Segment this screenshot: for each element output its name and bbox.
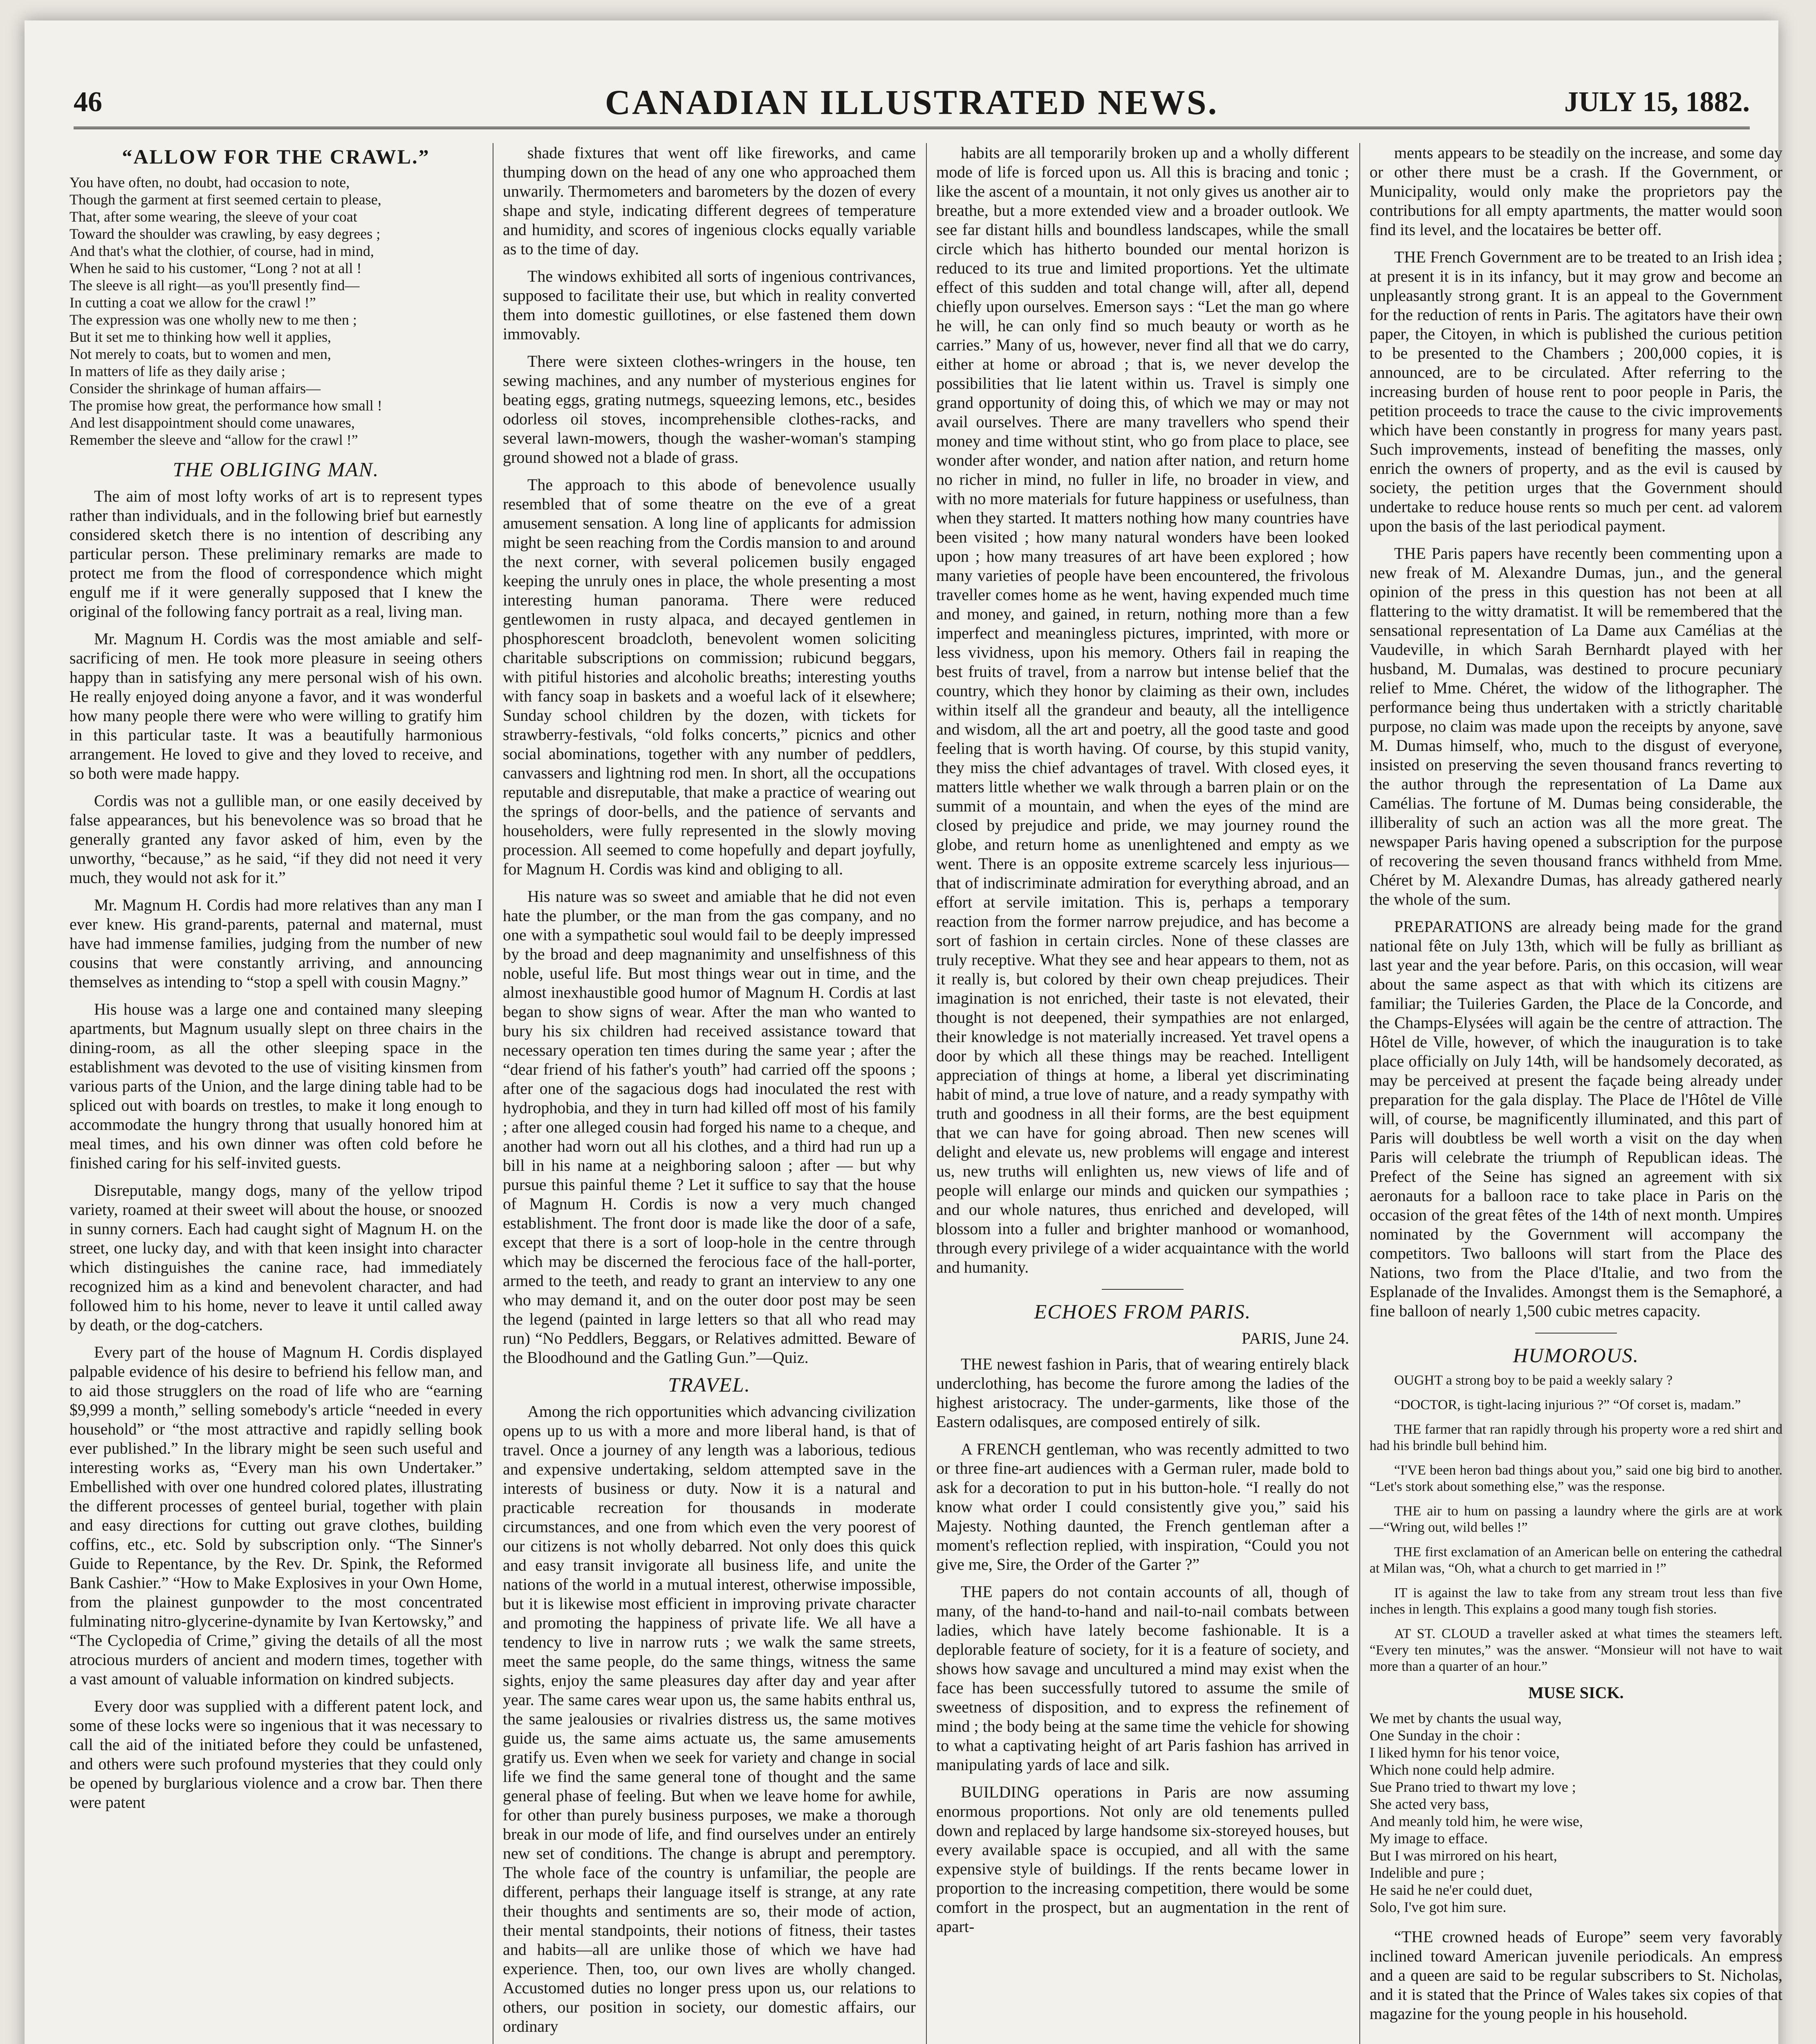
poem-line: Sue Prano tried to thwart my love ; — [1370, 1779, 1576, 1795]
poem-line: I liked hymn for his tenor voice, — [1370, 1744, 1560, 1761]
divider — [1535, 1333, 1617, 1334]
poem-line: When he said to his customer, “Long ? not at all ! — [70, 260, 362, 276]
poem-line: But I was mirrored on his heart, — [1370, 1847, 1557, 1864]
divider — [1102, 1289, 1184, 1290]
poem-line: That, after some wearing, the sleeve of your coat — [70, 208, 357, 225]
poem-line: And meanly told him, he were wise, — [1370, 1813, 1583, 1829]
poem-allow-for-the-crawl — [70, 174, 482, 448]
paragraph: The aim of most lofty works of art is to represent types rather than individuals, and in the following brief but earnestly considered sketch there is no intention of describing any particular person. These preliminary remarks are made to protect me from the flood of correspondence which might engulf me if it were generally supposed that I knew the original of the following fancy portrait as a real, living man. — [70, 487, 482, 621]
column-1 — [70, 143, 482, 2044]
newspaper-page — [25, 20, 1782, 2044]
poem-line: The promise how great, the performance how small ! — [70, 397, 382, 414]
poem-title: “ALLOW FOR THE CRAWL.” — [122, 145, 430, 168]
column-2 — [503, 143, 916, 2044]
poem-line: Solo, I've got him sure. — [1370, 1899, 1507, 1915]
poem-line: Consider the shrinkage of human affairs— — [70, 380, 321, 397]
poem-line: One Sunday in the choir : — [1370, 1727, 1520, 1744]
travel-continued — [936, 143, 1349, 1277]
paragraph: Mr. Magnum H. Cordis was the most amiable and self-sacrificing of men. He took more pleasure in seeing others happy than in satisfying any mere personal wish of his own. He really enjoyed doing anyone a favor, and it was wonderful how many people there were who were willing to gratify him in this particular taste. It was a beautifully harmonious arrangement. He loved to give and they loved to receive, and so both were made happy. — [70, 630, 482, 782]
issue-date: JULY 15, 1882. — [1564, 86, 1750, 118]
poem-line: Which none could help admire. — [1370, 1762, 1555, 1778]
poem-line: We met by chants the usual way, — [1370, 1710, 1562, 1726]
paragraph: THE Paris papers have recently been commenting upon a new freak of M. Alexandre Dumas, jun., and the general opinion of the press in this question has not been at all flattering to the witty dramatist. It will be remembered that the sensational representation of La Dame aux Camélias at the Vaudeville, in which Sarah Bernhardt played with her husband, M. Dumalas, was destined to procure pecuniary relief to Mme. Chéret, the widow of the lithographer. The performance being thus undertaken with a strictly charitable purpose, no claim was made upon the receipts by anyone, save M. Dumas himself, who, much to the disgust of everyone, insisted on preserving the seven thousand francs reverting to the author through the representation of La Dame aux Camélias. The fortune of M. Dumas being considerable, the illiberality of such an action was all the more great. The newspaper Paris having opened a subscription for the purpose of recovering the seven thousand francs withheld from Mme. Chéret by M. Alexandre Dumas, has already gathered nearly the whole of the sum. — [1370, 544, 1782, 908]
paragraph: The windows exhibited all sorts of ingenious contrivances, supposed to facilitate their use, but which in reality converted them into domestic guillotines, or else fastened them down immovably. — [503, 267, 916, 343]
paragraph: THE newest fashion in Paris, that of wearing entirely black underclothing, has become the furore among the ladies of the highest aristocracy. The under-garments, like those of the Eastern odalisques, are composed entirely of silk. — [936, 1355, 1349, 1431]
poem-line: My image to efface. — [1370, 1830, 1488, 1847]
masthead — [74, 82, 1750, 129]
paragraph: THE French Government are to be treated to an Irish idea ; at present it is in its infancy, but it may grow and become an unpleasantly strong grant. It is an appeal to the Government for the reduction of rents in Paris. The agitators have their own paper, the Citoyen, in which is published the curious petition to be presented to the Chambers ; 200,000 copies, it is announced, are to be circulated. After referring to the increasing burden of house rent to poor people in Paris, the petition proceeds to trace the cause to the civic improvements which have been constantly in progress for many years past. Such improvements, instead of benefiting the masses, only enrich the owners of property, and as the evil is caused by society, the petition urges that the Government should undertake to reduce house rents so much per cent. ad valorem upon the basis of the last periodical payment. — [1370, 248, 1782, 535]
story-title: THE OBLIGING MAN. — [173, 458, 379, 481]
paragraph: Mr. Magnum H. Cordis had more relatives than any man I ever knew. His grand-parents, paternal and maternal, must have had immense families, judging from the number of new cousins that were constantly arriving, and announcing themselves as intending to “stop a spell with cousin Magny.” — [70, 896, 482, 991]
poem-line: Toward the shoulder was crawling, by easy degrees ; — [70, 226, 381, 242]
poem-line: And lest disappointment should come unawares, — [70, 415, 355, 431]
travel-title: TRAVEL. — [668, 1373, 751, 1396]
poem-line: But it set me to thinking how well it applies, — [70, 329, 331, 345]
joke-item: AT ST. CLOUD a traveller asked at what times the steamers left. “Every ten minutes,” was the answer. “Monsieur will not have to wait more than a quarter of an hour.” — [1370, 1626, 1782, 1674]
dateline: PARIS, June 24. — [1241, 1329, 1349, 1347]
story-continued — [503, 143, 916, 1367]
joke-item: “DOCTOR, is tight-lacing injurious ?” “Of corset is, madam.” — [1394, 1397, 1741, 1412]
paragraph: Among the rich opportunities which advancing civilization opens up to us with a more and more liberal hand, is that of travel. Once a journey of any length was a laborious, tedious and expensive undertaking, seldom attempted save in the interests of business or duty. Now it is a natural and practicable recreation for thousands in moderate circumstances, and one from which even the very poorest of our citizens is not wholly debarred. Not only does this quick and easy transit invigorate all business life, and unite the nations of the world in a mutual interest, otherwise impossible, but it is likewise most efficient in improving private character and promoting the happiness of private life. We all have a tendency to live in narrow ruts ; we walk the same streets, meet the same people, do the same things, witness the same sights, enjoy the same pleasures day after day and year after year. The same cares wear upon us, the same habits enthral us, the same jealousies or rivalries distress us, the same motives guide us, the same aims actuate us, the same amusements gratify us. Even when we seek for variety and change in social life we find the same general tone of thought and the same general phase of feeling. But when we leave home for awhile, for other than purely business purposes, we make a thorough break in our mode of life, and find ourselves under an entirely new set of conditions. The change is abrupt and peremptory. The whole face of the country is unfamiliar, the people are different, perhaps their language itself is strange, at any rate their thoughts and sentiments are so, their mode of action, their mental standpoints, their notions of fitness, their tastes and habits—all are unlike those of which we have had experience. Then, too, our own lives are wholly changed. Accustomed duties no longer press upon us, our relations to others, our position in society, our domestic affairs, our ordinary — [503, 1402, 916, 2035]
paragraph: A FRENCH gentleman, who was recently admitted to two or three fine-art audiences with a German ruler, made bold to ask for a decoration to put in his button-hole. “I really do not know what order I could consistently give you,” said his Majesty. Nothing daunted, the French gentleman after a moment's reflection replied, with inspiration, “Could you not give me, Sire, the Order of the Garter ?” — [936, 1440, 1349, 1573]
joke-item: OUGHT a strong boy to be paid a weekly salary ? — [1394, 1373, 1673, 1388]
poem-line: Remember the sleeve and “allow for the crawl !” — [70, 432, 358, 448]
paragraph: Cordis was not a gullible man, or one easily deceived by false appearances, but his benevolence was so broad that he generally granted any favor asked of him, even by the unworthy, “because,” as he said, “if they did not need it very much, they would not ask for it.” — [70, 791, 482, 887]
joke-item: THE first exclamation of an American belle on entering the cathedral at Milan was, “Oh, what a church to get married in !” — [1370, 1544, 1782, 1576]
humorous-title: HUMOROUS. — [1513, 1344, 1639, 1367]
poem-line: The expression was one wholly new to me then ; — [70, 312, 357, 328]
travel-article — [503, 1402, 916, 2036]
paragraph: Every part of the house of Magnum H. Cordis displayed palpable evidence of his desire to befriend his fellow man, and to aid those strugglers on the road of life who are “earning $9,999 a month,” selling somebody's article “needed in every household” or “the most attractive and rapidly selling book ever published.” In the library might be seen such useful and interesting works as, “Every man his own Undertaker.” Embellished with over one hundred colored plates, illustrating the different processes of genteel burial, together with plain and easy directions for cutting out grave clothes, building coffins, etc., etc. Sold by subscription only. “The Sinner's Guide to Repentance, by the Rev. Dr. Spink, the Reformed Bank Cashier.” “How to Make Explosives in your Own Home, from the plainest gunpowder to the most concentrated fulminating nitro-glycerine-dynamite by Ivan Kertowsky,” and “The Cyclopedia of Crime,” giving the details of all the most atrocious murders of ancient and modern times, together with a vast amount of valuable information on kindred subjects. — [70, 1343, 482, 1688]
paragraph: BUILDING operations in Paris are now assuming enormous proportions. Not only are old tenements pulled down and replaced by large handsome six-storeyed houses, but every available space is occupied, and all with the same expensive style of buildings. If the rents became lower in proportion to the increasing competition, there would be some comfort in the prospect, but an augmentation in the rent of apart- — [936, 1783, 1349, 1936]
paragraph: ments appears to be steadily on the increase, and some day or other there must be a crash. If the Government, or Municipality, would only make the proprietors pay the contributions for all empty apartments, the matter would soon find its level, and the locataires be better off. — [1370, 143, 1782, 239]
poem-line: Not merely to coats, but to women and men, — [70, 346, 331, 362]
poem-line: The sleeve is all right—as you'll presently find— — [70, 277, 360, 294]
poem-line: Indelible and pure ; — [1370, 1865, 1484, 1881]
page-number: 46 — [74, 86, 102, 118]
paragraph: Every door was supplied with a different patent lock, and some of these locks were so ingenious that it was necessary to call the aid of the initiated before they could be unfastened, and others were such profound mysteries that they could only be opened by burglarious violence and a crow bar. Then there were patent — [70, 1697, 482, 1811]
paragraph: There were sixteen clothes-wringers in the house, ten sewing machines, and any number of mysterious engines for beating eggs, grating nutmegs, squeezing lemons, etc., besides odorless oil stoves, incomprehensible clothes-racks, and several lawn-mowers, though the washer-woman's stamping ground showed not a blade of grass. — [503, 352, 916, 466]
echoes-title: ECHOES FROM PARIS. — [1034, 1300, 1251, 1323]
paragraph: The approach to this abode of benevolence usually resembled that of some theatre on the eve of a great amusement sensation. A long line of applicants for admission might be seen reaching from the Cordis mansion to and around the next corner, with several policemen busily engaged keeping the unruly ones in place, the whole presenting a most interesting human panorama. There were reduced gentlewomen in rusty alpaca, and decayed gentlemen in phosphorescent broadcloth, benevolent women soliciting charitable subscriptions on commission; rubicund beggars, with pitiful histories and alcoholic breaths; interesting youths with fancy soap in baskets and a woeful lack of it elsewhere; Sunday school children by the dozen, with tickets for strawberry-festivals, “old folks concerts,” picnics and other social abominations, together with any number of peddlers, canvassers and lightning rod men. In short, all the occupations reputable and disreputable, that make a practice of wearing out the springs of door-bells, and the patience of servants and householders, were fully represented in the slowly moving procession. All seemed to come hopefully and depart joyfully, for Magnum H. Cordis was kind and obliging to all. — [503, 475, 916, 878]
joke-item: THE air to hum on passing a laundry where the girls are at work—“Wring out, wild belles !” — [1370, 1504, 1782, 1535]
echoes-from-paris — [936, 1354, 1349, 1936]
paragraph: His house was a large one and contained many sleeping apartments, but Magnum usually slept on three chairs in the dining-room, as all the other sleeping space in the establishment was devoted to the use of visiting kinsmen from various parts of the Union, and the large dining table had to be spliced out with boards on trestles, to make it long enough to accommodate the hungry throng that usually honored him at meal times, and his own dinner was often cold before he finished caring for his self-invited guests. — [70, 1000, 482, 1172]
paragraph: habits are all temporarily broken up and a wholly different mode of life is forced upon us. All this is bracing and tonic ; like the ascent of a mountain, it not only gives us another air to breathe, but a more extended view and a broader outlook. We see far distant hills and boundless landscapes, while the small circle which has hitherto bounded our mental horizon is reduced to its true and limited proportions. Yet the ultimate effect of this sudden and total change will, after all, depend chiefly upon ourselves. Emerson says : “Let the man go where he will, he can only find so much beauty or worth as he carries.” Many of us, however, never find all that we do carry, either at home or abroad ; that is, we never develop the possibilities that lie latent within us. Travel is simply one grand opportunity of doing this, of which we may or may not avail ourselves. There are many travellers who spend their money and time without stint, who go from place to place, see wonder after wonder, and nation after nation, and return home no richer in mind, no fuller in life, no broader in view, and with no more materials for future happiness or usefulness, than when they started. It matters nothing how many countries have been visited ; how many natural wonders have been looked upon ; how many treasures of art have been explored ; how many varieties of people have been encountered, the frivolous traveller comes home as he went, having expended much time and money, and gained, in return, nothing more than a few imperfect and meaningless pictures, imprinted, with more or less vividness, upon his memory. Others fail in reaping the best fruits of travel, from a narrow but intense belief that the country, which they honor by claiming as their own, includes within itself all the grandeur and beauty, all the intelligence and wisdom, all the art and poetry, all the good taste and good feeling that is worth having. Of course, by this stupid vanity, they miss the chief advantages of travel. With closed eyes, it matters little whether we walk through a barren plain or on the summit of a mountain, and when the eyes of the mind are closed by prejudice and pride, we may journey round the globe, and return home as unenlightened and empty as we went. There is an opposite extreme scarcely less injurious—that of indiscriminate admiration for everything abroad, and an effort at servile imitation. This is, perhaps a temporary reaction from the former narrow prejudice, and has become a sort of fashion in certain circles. None of these classes are truly receptive. What they see and hear appears to them, not as it really is, but colored by their own cheap prejudices. Their imagination is not enriched, their taste is not elevated, their thought is not deepened, their sympathies are not enlarged, their knowledge is not materially increased. Yet travel opens a door by which all these things may be reached. Intelligent appreciation of things at home, a liberal yet discriminating habit of mind, a true love of nature, and a ready sympathy with truth and goodness in all their forms, are the best equipment that we can have for going abroad. Then new scenes will delight and elevate us, new problems will engage and interest us, new truths will enlighten us, new views of life and of people will enlarge our minds and quicken our sympathies ; and our whole natures, thus enriched and developed, will blossom into a fuller and brighter manhood or womanhood, through every privilege of a wider acquaintance with the world and humanity. — [936, 143, 1349, 1276]
story-obliging-man — [70, 486, 482, 1812]
paragraph: THE papers do not contain accounts of all, though of many, of the hand-to-hand and nail-to-nail combats between ladies, which have lately become fashionable. It is a deplorable feature of society, for it is a feature of society, and shows how savage and uncultured a mind may exist when the face has been successfully tutored to assume the smile of sweetness of disposition, and to express the refinement of mind ; the body being at the same time the vehicle for showing to what a captivating height of art Paris fashion has arrived in manipulating yards of lace and silk. — [936, 1582, 1349, 1774]
poem-line: Though the garment at first seemed certain to please, — [70, 191, 381, 208]
joke-item: THE farmer that ran rapidly through his property wore a red shirt and had his brindle bull behind him. — [1370, 1422, 1782, 1453]
poem-muse-sick — [1370, 1710, 1782, 1916]
poem-line: In cutting a coat we allow for the crawl !” — [70, 294, 316, 311]
columns — [70, 143, 1782, 2044]
paragraph: PREPARATIONS are already being made for the grand national fête on July 13th, which will be fully as brilliant as last year and the year before. Paris, on this occasion, will wear about the same aspect as that with which its citizens are familiar; the Tuileries Garden, the Place de la Concorde, and the Champs-Elysées will again be the centre of attraction. The Hôtel de Ville, however, of which the inauguration is to take place officially on July 14th, will be handsomely decorated, as may be perceived at present the façade being already under preparation for the gala display. The Place de l'Hôtel de Ville will, of course, be magnificently illuminated, and this part of Paris will doubtless be well worth a visit on the day when Paris will celebrate the triumph of Republican ideas. The Prefect of the Seine has signed an agreement with six aeronauts for a balloon race to take place in Paris on the occasion of the great fêtes of the 14th of next month. Umpires nominated by the Government will accompany the competitors. Two balloons will start from the Place des Nations, two from the Place d'Italie, and two from the Esplanade of the Invalides. Amongst them is the Semaphoré, a fine balloon of nearly 1,500 cubic metres capacity. — [1370, 917, 1782, 1320]
poem-line: He said he ne'er could duet, — [1370, 1882, 1533, 1898]
music-title: MUSE SICK. — [1528, 1683, 1624, 1702]
humorous-items — [1370, 1372, 1782, 1675]
paragraph: shade fixtures that went off like fireworks, and came thumping down on the head of any one who approached them unwarily. Thermometers and barometers by the dozen of every shape and style, indicating different degrees of temperature and humidity, and scores of ingenious clocks equally variable as to the time of day. — [503, 143, 916, 258]
paris-continued — [1370, 143, 1782, 1320]
poem-line: And that's what the clothier, of course, had in mind, — [70, 243, 374, 259]
poem-line: In matters of life as they daily arise ; — [70, 363, 285, 379]
column-4 — [1370, 143, 1782, 2044]
paragraph: His nature was so sweet and amiable that he did not even hate the plumber, or the man from the gas company, and no one with a sympathetic soul would fail to be deeply impressed by the broad and deep magnanimity and unselfishness of this noble, useful life. But most things wear out in time, and the almost inexhaustible good humor of Magnum H. Cordis at last began to show signs of wear. After the man who wanted to bury his six children had received assistance toward that necessary operation ten times during the same year ; after the “dear friend of his father's youth” had carried off the spoons ; after one of the sagacious dogs had inoculated the rest with hydrophobia, and they in turn had killed off most of his family ; after one alleged cousin had forged his name to a cheque, and another had worn out all his clothes, and a third had run up a bill in his name at a neighboring saloon ; after — but why pursue this painful theme ? Let it suffice to say that the house of Magnum H. Cordis is now a very much changed establishment. The front door is made like the door of a safe, except that there is a sort of loop-hole in the centre through which may be discerned the ferocious face of the hall-porter, armed to the teeth, and ready to grant an interview to any one who may demand it, and on the outer door post may be seen the legend (painted in large letters so that all who read may run) “No Peddlers, Beggars, or Relatives admitted. Beware of the Bloodhound and the Gatling Gun.”—Quiz. — [503, 887, 916, 1367]
column-3 — [936, 143, 1349, 2044]
closing-paragraph: “THE crowned heads of Europe” seem very favorably inclined toward American juvenile periodicals. An empress and a queen are said to be regular subscribers to St. Nicholas, and it is stated that the Prince of Wales takes six copies of that magazine for the young people in his household. — [1370, 1927, 1782, 2023]
poem-line: She acted very bass, — [1370, 1796, 1489, 1812]
joke-item: IT is against the law to take from any stream trout less than five inches in length. This explains a good many tough fish stories. — [1370, 1585, 1782, 1617]
paper-title: CANADIAN ILLUSTRATED NEWS. — [605, 83, 1219, 122]
poem-line: You have often, no doubt, had occasion to note, — [70, 174, 350, 191]
paragraph: Disreputable, mangy dogs, many of the yellow tripod variety, roamed at their sweet will about the house, or snoozed in sunny corners. Each had caught sight of Magnum H. on the street, one lucky day, and with that keen insight into character which distinguishes the canine race, had immediately recognized him as a kind and benevolent character, and had followed him to his home, never to leave it until called away by death, or the dog-catchers. — [70, 1181, 482, 1334]
joke-item: “I'VE been heron bad things about you,” said one big bird to another. “Let's stork about something else,” was the response. — [1370, 1463, 1782, 1494]
